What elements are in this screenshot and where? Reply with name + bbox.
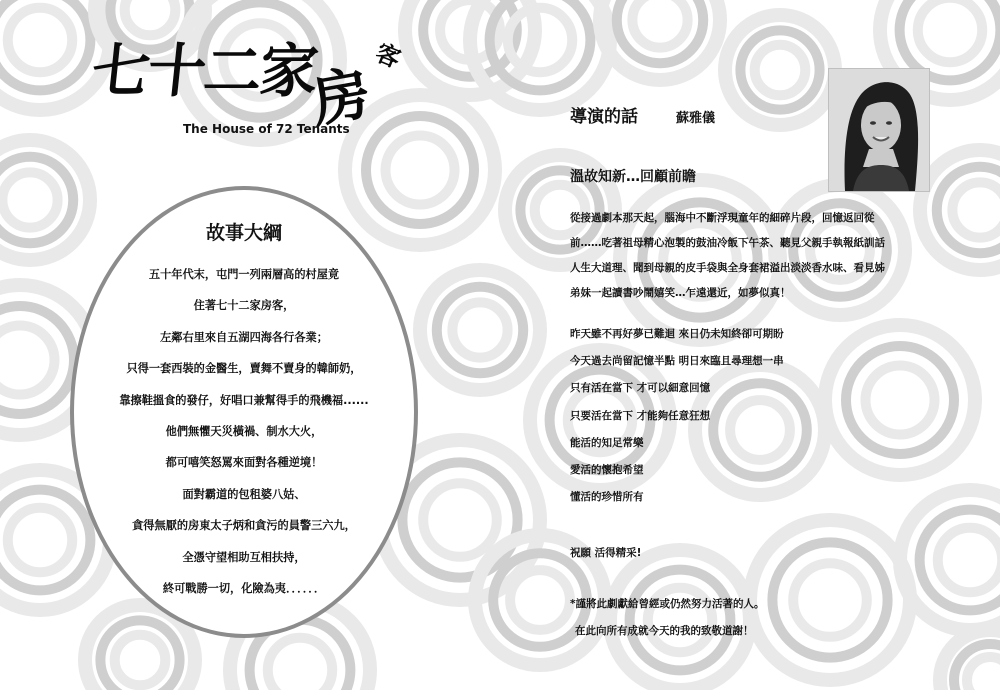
synopsis-line: 終可戰勝一切，化險為夷．．．．．． bbox=[162, 581, 326, 595]
synopsis-line: 只得一套西裝的金醫生，賣舞不賣身的韓師奶， bbox=[126, 362, 362, 376]
synopsis-text bbox=[100, 265, 388, 610]
background-ring bbox=[510, 570, 570, 630]
poem-line: 只有活在當下 才可以細意回憶 bbox=[570, 382, 711, 395]
paragraph-line: 前……吃著祖母精心泡製的鼓油冷飯下午茶、聽見父親手執報紙訓話 bbox=[570, 237, 885, 249]
poem-line: 能活的知足常樂 bbox=[570, 436, 644, 449]
title-logo-main: 七十二家 bbox=[88, 37, 320, 105]
paragraph-line: 弟妹一起讀書吵鬧嬉笑…乍遠還近，如夢似真！ bbox=[570, 287, 791, 299]
director-intro-paragraph bbox=[570, 209, 950, 309]
dedication-line: 在此向所有成就今天的我的致敬道謝！ bbox=[575, 625, 754, 637]
poem-line: 愛活的懷抱希望 bbox=[570, 463, 644, 476]
synopsis-line: 面對霸道的包租婆八姑、 bbox=[182, 487, 306, 501]
synopsis-line: 都可嘻笑怒罵來面對各種逆境！ bbox=[165, 456, 323, 470]
synopsis-line: 他們無懼天災橫禍、制水大火， bbox=[165, 424, 323, 438]
poem-line: 今天過去尚留記憶半點 明日來臨且尋理想一串 bbox=[570, 355, 784, 368]
synopsis-line: 五十年代末，屯門一列兩層高的村屋竟 bbox=[148, 268, 340, 281]
wish-line: 祝願 活得精采! bbox=[570, 547, 642, 559]
poem-line: 昨天雖不再好夢已難迴 來日仍未知終卻可期盼 bbox=[570, 328, 784, 340]
dedication-line: *謹將此劇獻給曾經或仍然努力活著的人。 bbox=[570, 598, 765, 610]
title-logo-large-char: 房 bbox=[306, 58, 376, 136]
paragraph-line: 人生大道理、聞到母親的皮手袋與全身套裙溢出淡淡香水味、看見姊 bbox=[570, 262, 885, 274]
paragraph-line: 從接過劇本那天起，腦海中不斷浮現童年的細碎片段，回憶返回從 bbox=[570, 212, 875, 224]
synopsis-line: 貪得無厭的房東太子炳和貪污的員警三六九， bbox=[132, 519, 356, 533]
background-ring bbox=[967, 657, 1000, 690]
poem bbox=[570, 325, 950, 515]
director-name: 蘇雅儀 bbox=[676, 111, 716, 126]
poem-line: 懂活的珍惜所有 bbox=[570, 491, 644, 504]
synopsis-line: 靠擦鞋搵食的發仔，好唱口兼幫得手的飛機福...... bbox=[119, 393, 369, 407]
background-ring bbox=[793, 563, 867, 637]
title-logo-small-char: 客 bbox=[371, 38, 405, 74]
background-ring bbox=[755, 45, 806, 96]
synopsis-line: 全憑守望相助互相扶持， bbox=[182, 550, 306, 564]
background-ring bbox=[952, 182, 1000, 237]
director-note-heading: 導演的話 bbox=[570, 107, 638, 127]
portrait-image bbox=[829, 69, 929, 191]
background-ring bbox=[938, 528, 1000, 592]
synopsis-line: 左鄰右里來自五湖四海各行各業； bbox=[160, 330, 328, 344]
synopsis-line: 住著七十二家房客， bbox=[193, 299, 295, 313]
english-title: The House of 72 Tenants bbox=[183, 122, 350, 136]
background-ring bbox=[918, 0, 982, 62]
director-photo bbox=[828, 68, 930, 192]
background-ring bbox=[632, 0, 687, 48]
article-title: 溫故知新…回顧前瞻 bbox=[570, 169, 696, 185]
synopsis-heading: 故事大綱 bbox=[205, 222, 282, 244]
poem-line: 只要活在當下 才能夠任意狂想 bbox=[570, 409, 711, 422]
